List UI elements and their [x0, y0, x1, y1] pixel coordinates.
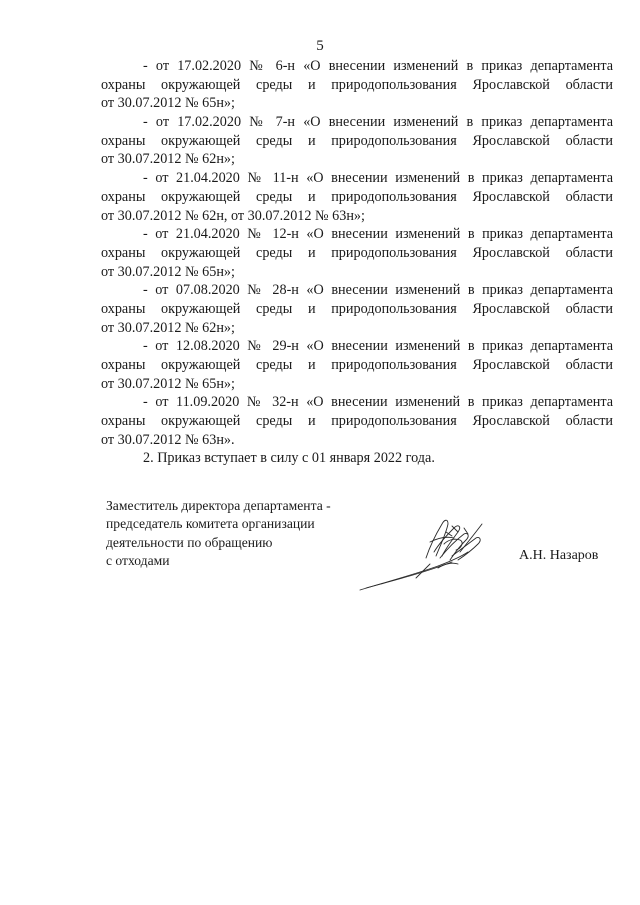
page-number: 5	[316, 38, 324, 54]
signer-name: А.Н. Назаров	[519, 548, 599, 563]
amendment-first-line: - от 07.08.2020 № 28-н «О внесении изменений в приказ департамента	[143, 282, 613, 299]
amendment-third-line: от 30.07.2012 № 63н».	[101, 431, 235, 448]
position-line: деятельности по обращению	[106, 534, 273, 550]
amendment-first-line: - от 17.02.2020 № 7-н «О внесении изменений в приказ департамента	[143, 114, 613, 131]
position-line: председатель комитета организации	[106, 516, 315, 532]
position-line: с отходами	[106, 552, 170, 568]
amendment-third-line: от 30.07.2012 № 62н»;	[101, 319, 235, 336]
amendment-first-line: - от 21.04.2020 № 12-н «О внесении изменений в приказ департамента	[143, 226, 613, 243]
amendments-list	[101, 57, 613, 468]
amendment-third-line: от 30.07.2012 № 62н»;	[101, 151, 235, 168]
amendment-third-line: от 30.07.2012 № 65н»;	[101, 375, 235, 392]
signatory-position	[106, 497, 331, 570]
amendment-item	[101, 337, 613, 393]
amendment-third-line: от 30.07.2012 № 65н»;	[101, 95, 235, 112]
amendment-item	[101, 57, 613, 113]
amendment-item	[101, 281, 613, 337]
amendment-second-line: охраны окружающей среды и природопользования Ярославской области	[101, 244, 613, 261]
amendment-third-line: от 30.07.2012 № 65н»;	[101, 263, 235, 280]
amendment-second-line: охраны окружающей среды и природопользования Ярославской области	[101, 300, 613, 317]
amendment-second-line: охраны окружающей среды и природопользования Ярославской области	[101, 188, 613, 205]
amendment-first-line: - от 12.08.2020 № 29-н «О внесении изменений в приказ департамента	[143, 338, 613, 355]
amendment-item	[101, 225, 613, 281]
amendment-first-line: - от 11.09.2020 № 32-н «О внесении изменений в приказ департамента	[143, 394, 613, 411]
amendment-third-line: от 30.07.2012 № 62н, от 30.07.2012 № 63н»;	[101, 207, 365, 224]
handwritten-signature	[356, 512, 516, 594]
amendment-second-line: охраны окружающей среды и природопользования Ярославской области	[101, 413, 613, 430]
amendment-second-line: охраны окружающей среды и природопользования Ярославской области	[101, 76, 613, 93]
amendment-first-line: - от 21.04.2020 № 11-н «О внесении изменений в приказ департамента	[143, 170, 613, 187]
amendment-second-line: охраны окружающей среды и природопользования Ярославской области	[101, 357, 613, 373]
effective-date-clause: 2. Приказ вступает в силу с 01 января 2022 года.	[143, 450, 435, 467]
amendment-first-line: - от 17.02.2020 № 6-н «О внесении изменений в приказ департамента	[143, 58, 613, 74]
amendment-item	[101, 169, 613, 225]
amendment-item	[101, 393, 613, 449]
position-line: Заместитель директора департамента -	[106, 498, 331, 513]
amendment-second-line: охраны окружающей среды и природопользования Ярославской области	[101, 132, 613, 149]
amendment-item	[101, 113, 613, 169]
